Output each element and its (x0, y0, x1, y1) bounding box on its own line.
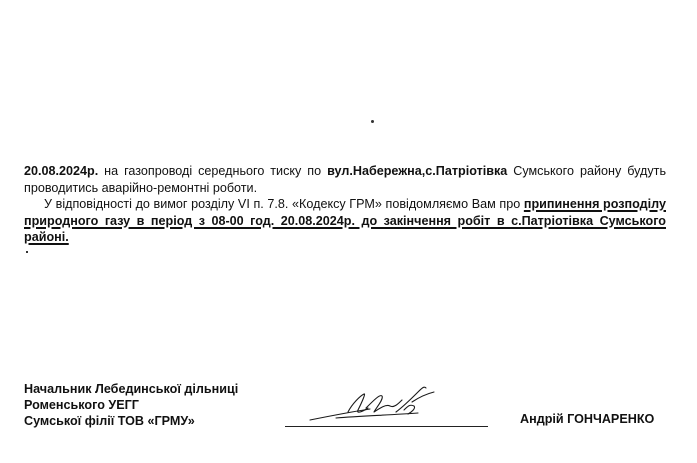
notice-text-2: Сумського району будуть проводитись аварійно-ремонтні роботи. (24, 164, 666, 195)
notice-street: вул.Набережна,с.Патріотівка (327, 164, 508, 178)
notice-para2-text: У відповідності до вимог розділу VI п. 7.8. «Кодексу ГРМ» повідомляємо Вам про (44, 197, 524, 211)
scan-speck (371, 120, 374, 123)
signer-name: Андрій ГОНЧАРЕНКО (520, 412, 655, 426)
notice-body (24, 163, 666, 246)
notice-paragraph-2 (24, 196, 666, 246)
notice-gas-interruption: припинення розподілу природного газу в період з 08-00 год. 20.08.2024р. до закінчення робіт в с.Патріотівка Сумського районі. (24, 197, 666, 244)
notice-text-1: на газопроводі середнього тиску по (98, 164, 328, 178)
signatory-line-2: Роменського УЕГГ (24, 398, 139, 412)
notice-paragraph-1 (24, 163, 666, 196)
signatory-line-3: Сумської філії ТОВ «ГРМУ» (24, 414, 195, 428)
scan-speck (26, 251, 28, 253)
signatory-title (24, 381, 238, 429)
signature-line (285, 426, 488, 427)
notice-date: 20.08.2024р. (24, 164, 99, 178)
signatory-line-1: Начальник Лебединської дільниці (24, 382, 239, 396)
handwritten-signature (300, 382, 460, 428)
